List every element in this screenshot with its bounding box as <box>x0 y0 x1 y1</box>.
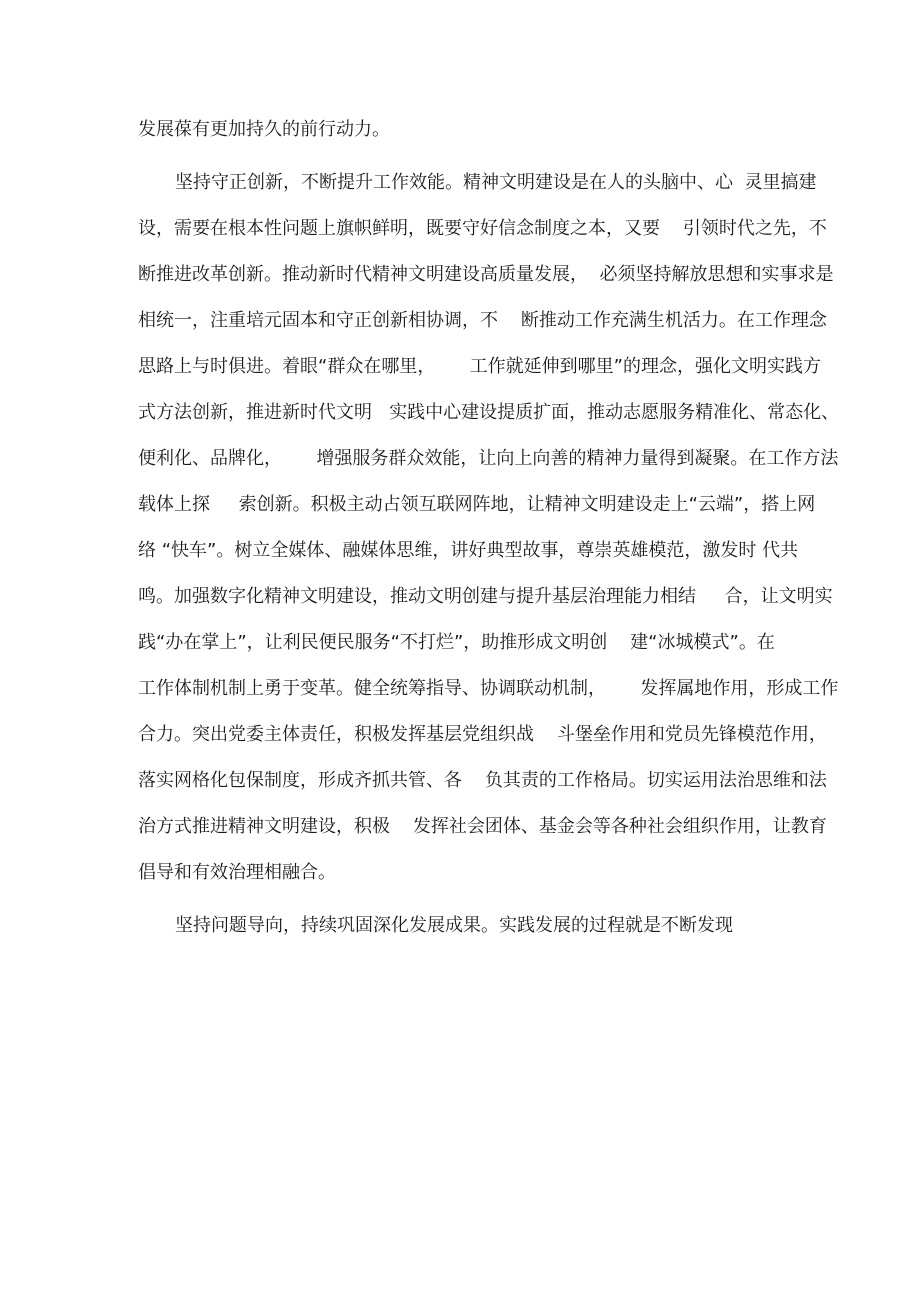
paragraph-1-line-2: 断推进改革创新。推动新时代精神文明建设高质量发展， 必须坚持解放思想和实事求是 <box>138 264 834 285</box>
paragraph-1-line-8: 络 “快车”。树立全媒体、融媒体思维，讲好典型故事，尊崇英雄模范，激发时 代共 <box>138 540 799 561</box>
paragraph-1-line-15: 倡导和有效治理相融合。 <box>138 862 336 883</box>
paragraph-1-line-14: 治方式推进精神文明建设，积极 发挥社会团体、基金会等各种社会组织作用，让教育 <box>138 816 827 837</box>
paragraph-1-line-11: 工作体制机制上勇于变革。健全统筹指导、协调联动机制， 发挥属地作用，形成工作 <box>138 678 839 699</box>
paragraph-1-line-4: 思路上与时俱进。着眼“群众在哪里， 工作就延伸到哪里”的理念，强化文明实践方 <box>138 356 821 377</box>
paragraph-1-line-13: 落实网格化包保制度，形成齐抓共管、各 负其责的工作格局。切实运用法治思维和法 <box>138 770 827 791</box>
paragraph-1-line-7: 载体上探 索创新。积极主动占领互联网阵地，让精神文明建设走上“云端”，搭上网 <box>138 494 816 515</box>
paragraph-0-line-0: 发展葆有更加持久的前行动力。 <box>138 119 390 140</box>
paragraph-1-line-6: 便利化、品牌化， 增强服务群众效能，让向上向善的精神力量得到凝聚。在工作方法 <box>138 448 839 469</box>
paragraph-1-line-0: 坚持守正创新，不断提升工作效能。精神文明建设是在人的头脑中、心 灵里搞建 <box>175 172 817 193</box>
paragraph-1-line-10: 践“办在掌上”，让利民便民服务“不打烂”，助推形成文明创 建“冰城模式”。在 <box>138 632 775 653</box>
paragraph-1-line-5: 式方法创新，推进新时代文明 实践中心建设提质扩面，推动志愿服务精准化、常态化、 <box>138 402 840 423</box>
paragraph-2-line-0: 坚持问题导向，持续巩固深化发展成果。实践发展的过程就是不断发现 <box>175 915 733 936</box>
paragraph-1-line-12: 合力。突出党委主体责任，积极发挥基层党组织战 斗堡垒作用和党员先锋模范作用， <box>138 724 827 745</box>
paragraph-1-line-9: 鸣。加强数字化精神文明建设，推动文明创建与提升基层治理能力相结 合，让文明实 <box>138 586 833 607</box>
paragraph-1-line-3: 相统一，注重培元固本和守正创新相协调，不 断推动工作充满生机活力。在工作理念 <box>138 310 827 331</box>
paragraph-1-line-1: 设，需要在根本性问题上旗帜鲜明，既要守好信念制度之本，又要 引领时代之先，不 <box>138 218 827 239</box>
